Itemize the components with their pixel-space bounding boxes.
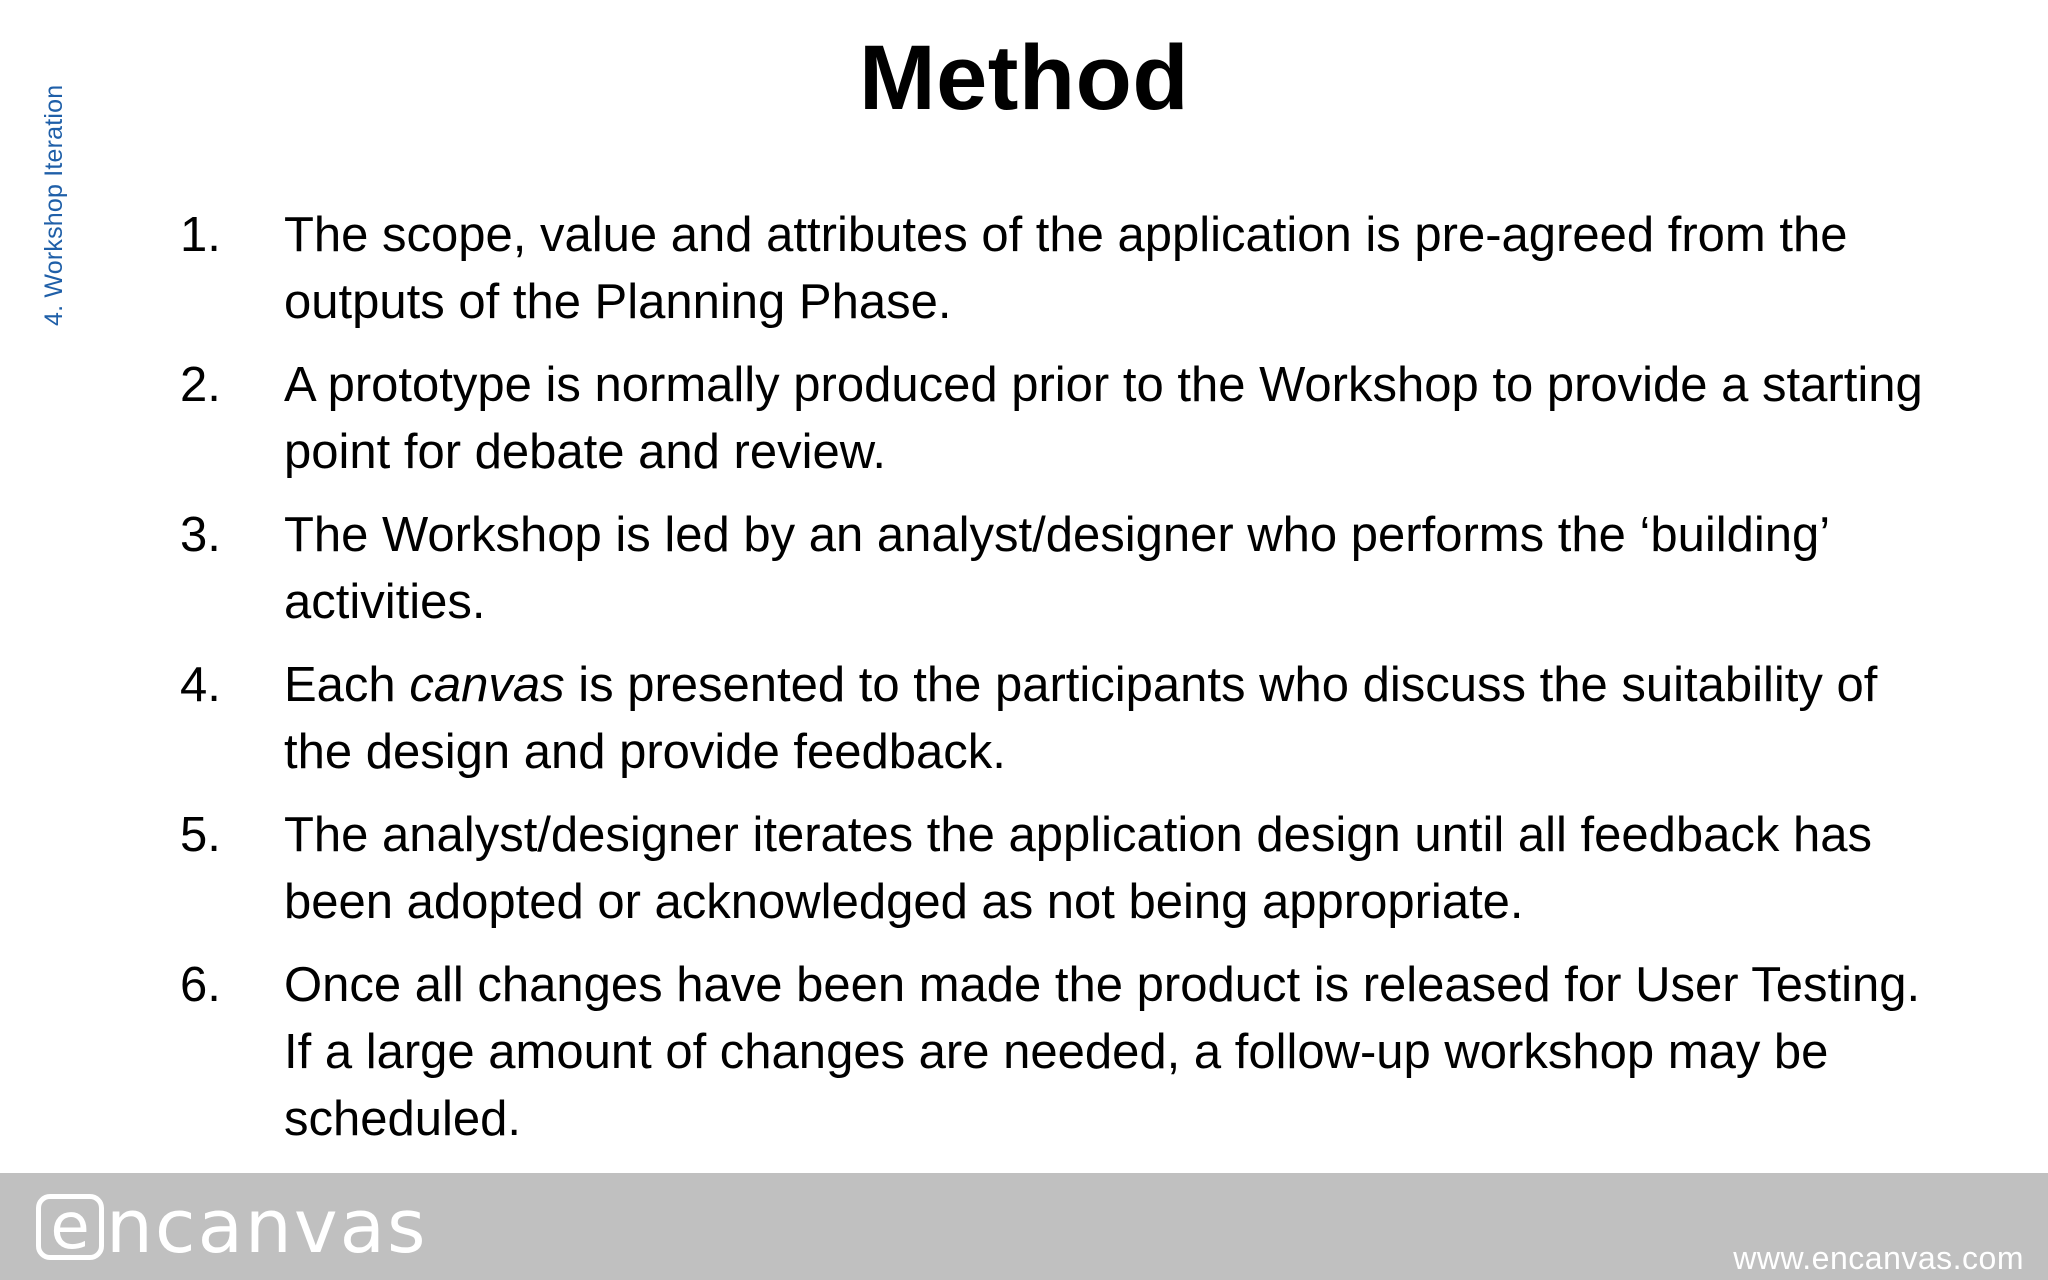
step-text: The scope, value and attributes of the application is pre-agreed from the outputs of the Planning Phase. — [284, 208, 1848, 329]
step-text: The analyst/designer iterates the application design until all feedback has been adopted or acknowledged as not being appropriate. — [284, 808, 1873, 929]
list-item — [180, 352, 1940, 486]
step-number: 5. — [180, 808, 221, 862]
step-text-before: Each — [284, 658, 410, 712]
step-text — [284, 652, 1940, 786]
encanvas-logo — [36, 1184, 428, 1270]
step-number: 6. — [180, 958, 221, 1012]
step-number: 3. — [180, 508, 221, 562]
list-item — [180, 202, 1940, 336]
footer-bar — [0, 1173, 2048, 1280]
step-text-emphasis: canvas — [409, 658, 565, 712]
list-item — [180, 502, 1940, 636]
step-number: 2. — [180, 358, 221, 412]
logo-text: ncanvas — [106, 1184, 428, 1270]
list-item — [180, 802, 1940, 936]
step-text-after: is presented to the participants who discuss the suitability of the design and provide feedback. — [284, 658, 1878, 779]
logo-mark-icon: e — [36, 1194, 104, 1260]
section-label: 4. Workshop Iteration — [40, 84, 68, 326]
page-title: Method — [858, 27, 1190, 129]
step-number: 1. — [180, 208, 221, 262]
step-text: A prototype is normally produced prior to the Workshop to provide a starting point for debate and review. — [284, 358, 1923, 479]
website-url: www.encanvas.com — [1733, 1240, 2024, 1276]
list-item — [180, 952, 1940, 1153]
step-text: Once all changes have been made the product is released for User Testing. If a large amount of changes are needed, a follow-up workshop may be scheduled. — [284, 958, 1921, 1146]
method-steps-list — [180, 202, 1940, 1169]
list-item — [180, 652, 1940, 786]
step-text: The Workshop is led by an analyst/designer who performs the ‘building’ activities. — [284, 508, 1829, 629]
step-number: 4. — [180, 658, 221, 712]
